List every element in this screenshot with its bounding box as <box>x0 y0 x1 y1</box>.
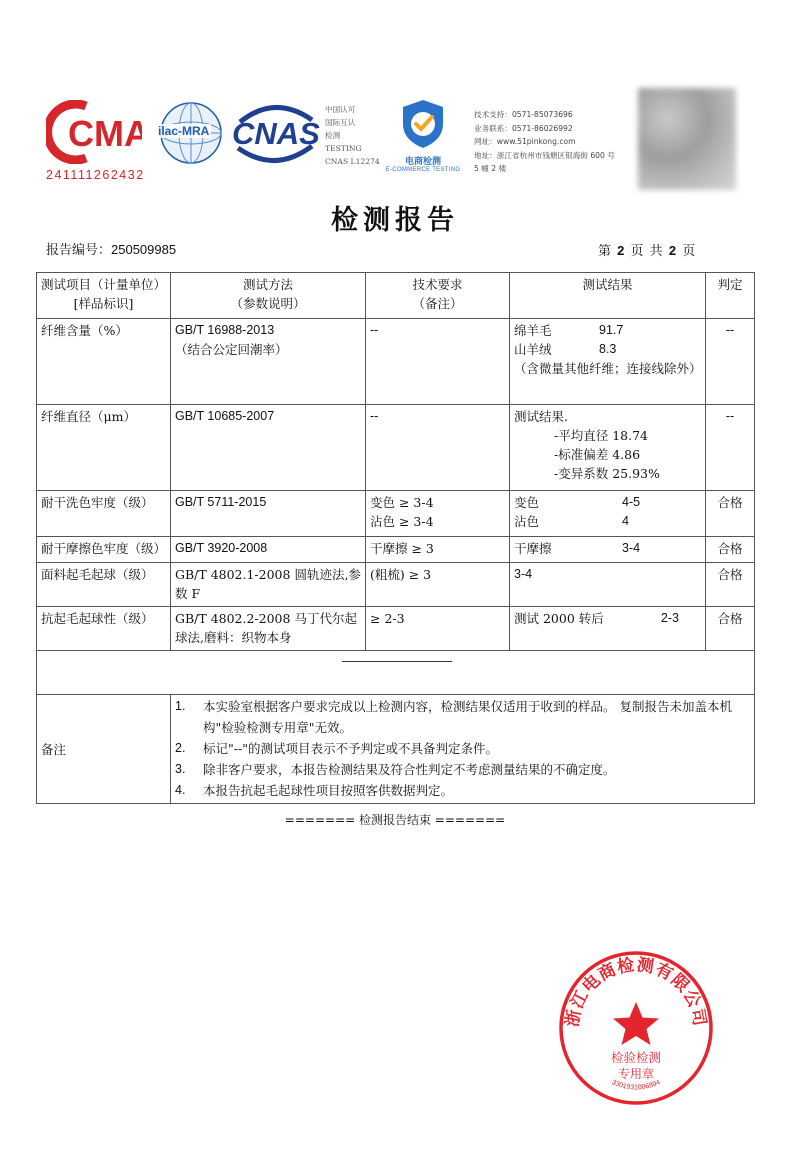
cnas-line: TESTING <box>325 144 362 153</box>
contact-line: 业务联系：0571-86026992 <box>474 123 573 133</box>
report-number-value: 250509985 <box>111 242 177 257</box>
header-item <box>37 273 171 319</box>
qr-code-blurred <box>638 88 736 190</box>
result-pair <box>514 321 701 340</box>
seal-ring-textpath: 浙江电商检测有限公司 <box>562 955 710 1029</box>
remarks-label-text: 备注 <box>41 741 67 757</box>
table-row-empty <box>37 651 755 695</box>
contact-line: 网址：www.51pinkong.com <box>474 137 576 146</box>
remark-number: 3. <box>175 762 186 776</box>
contact-line: 地址：浙江省杭州市钱塘区银海街 600 号 <box>474 150 615 160</box>
ilac-mra-logo <box>158 100 224 166</box>
empty-cell <box>37 651 755 695</box>
table-header-row <box>37 273 755 319</box>
result-key: 绵羊毛 <box>514 323 552 338</box>
contact-line: 技术支持：0571-85073696 <box>474 110 573 119</box>
cnas-line: CNAS L12274 <box>325 157 380 166</box>
remarks-row <box>37 695 755 804</box>
cell-judge: -- <box>706 319 755 405</box>
cell-judge: -- <box>706 405 755 491</box>
cell-requirement: -- <box>366 405 510 491</box>
header-requirement-line: 技术要求 <box>412 277 463 292</box>
remarks-label <box>37 695 171 804</box>
cell-item: 抗起毛起球性（级） <box>37 607 171 651</box>
remark-number: 2. <box>175 741 186 755</box>
cma-logo <box>46 100 145 182</box>
cell-result: 3-4 <box>510 563 706 607</box>
header-item-line: 测试项目（计量单位） <box>41 277 167 292</box>
cell-judge: 合格 <box>706 607 755 651</box>
table-row <box>37 491 755 537</box>
cell-requirement: -- <box>366 319 510 405</box>
remark-text: 标记"--"的测试项目表示不予判定或不具备判定条件。 <box>203 741 498 756</box>
cell-result <box>510 491 706 537</box>
result-pair <box>514 340 701 359</box>
result-pair <box>514 539 701 558</box>
cnas-line: 国际互认 <box>325 118 356 127</box>
result-pair <box>514 493 701 512</box>
table-row <box>37 319 755 405</box>
header-requirement <box>366 273 510 319</box>
seal-center-bottom: 专用章 <box>617 1067 655 1081</box>
result-value: 2-3 <box>660 611 679 625</box>
cell-item: 纤维含量（%） <box>37 319 171 405</box>
result-condition: 测试 2000 转后 <box>514 611 604 626</box>
page-middle: 页 共 <box>630 244 663 259</box>
remark-item <box>175 696 750 738</box>
table-row <box>37 563 755 607</box>
table-row <box>37 405 755 491</box>
shield-check-icon <box>399 98 447 150</box>
seal-number-textpath: 3301931006894 <box>610 1079 662 1092</box>
result-key: 沾色 <box>514 514 540 529</box>
remarks-content <box>171 695 755 804</box>
header-method-line: 测试方法 <box>242 277 293 292</box>
ec-logo-title: 电商检测 <box>404 157 441 167</box>
page-indicator <box>598 240 695 259</box>
cnas-line: 中国认可 <box>325 105 356 114</box>
page-prefix: 第 <box>598 244 612 259</box>
cnas-text: CNAS <box>232 116 320 151</box>
remark-item <box>175 738 750 759</box>
ec-logo-subtitle: E-COMMERCE TESTING <box>385 167 461 173</box>
cell-requirement: ≥ 2-3 <box>366 607 510 651</box>
result-value: 8.3 <box>599 342 617 356</box>
header-method-line: （参数说明） <box>230 296 306 311</box>
result-note: （含微量其他纤维；连接线除外） <box>514 361 702 376</box>
cell-result <box>510 607 706 651</box>
result-line: -变异系数 25.93% <box>554 466 660 481</box>
cell-item: 面料起毛起球（级） <box>37 563 171 607</box>
contact-line: 5 幢 2 楼 <box>474 164 507 173</box>
ilac-text: ilac-MRA <box>158 124 210 138</box>
result-key: 山羊绒 <box>514 342 552 357</box>
header-result-text: 测试结果 <box>582 277 633 292</box>
cell-judge: 合格 <box>706 491 755 537</box>
result-key: 变色 <box>514 495 540 510</box>
cell-result <box>510 319 706 405</box>
table-row <box>37 607 755 651</box>
cell-requirement <box>366 491 510 537</box>
result-line: -标准偏差 4.86 <box>554 447 641 462</box>
cnas-info <box>325 103 380 168</box>
seal-center-top: 检验检测 <box>610 1050 662 1065</box>
result-value: 4 <box>622 514 629 528</box>
cell-result <box>510 405 706 491</box>
cma-letters: CMA <box>68 113 142 154</box>
remark-item <box>175 759 750 780</box>
remark-text: 除非客户要求，本报告检测结果及符合性判定不考虑测量结果的不确定度。 <box>203 762 616 777</box>
header-item-line: [样品标识] <box>73 296 134 311</box>
method-standard: GB/T 16988-2013 <box>175 323 275 337</box>
method-note: （结合公定回潮率） <box>175 342 288 357</box>
header-requirement-line: （备注） <box>412 296 463 311</box>
cell-method: GB/T 4802.1-2008 圆轨迹法,参数 F <box>171 563 366 607</box>
remark-number: 4. <box>175 783 186 797</box>
ecommerce-testing-logo <box>385 98 461 176</box>
seal-star-icon <box>613 1002 659 1045</box>
header-method <box>171 273 366 319</box>
cell-method <box>171 319 366 405</box>
cell-method: GB/T 10685-2007 <box>171 405 366 491</box>
report-number-label: 报告编号： <box>46 243 112 258</box>
report-number <box>46 239 176 258</box>
header-result <box>510 273 706 319</box>
result-value: 91.7 <box>599 323 624 337</box>
remark-text: 本报告抗起毛起球性项目按照客供数据判定。 <box>203 783 454 798</box>
cnas-line: 检测 <box>325 131 341 140</box>
contact-info <box>474 108 615 176</box>
report-table <box>36 272 755 804</box>
table-row <box>37 537 755 563</box>
result-heading: 测试结果. <box>514 409 568 424</box>
cell-requirement: (粗梳) ≥ 3 <box>366 563 510 607</box>
cell-requirement: 干摩擦 ≥ 3 <box>366 537 510 563</box>
result-pair <box>514 512 701 531</box>
requirement-line: 沾色 ≥ 3-4 <box>370 514 434 529</box>
header-judge-text: 判定 <box>717 277 743 292</box>
report-title: 检测报告 <box>331 205 459 236</box>
result-line: -平均直径 18.74 <box>554 428 648 443</box>
cell-method: GB/T 3920-2008 <box>171 537 366 563</box>
cell-item: 耐干洗色牢度（级） <box>37 491 171 537</box>
remark-number: 1. <box>175 699 186 713</box>
page-current: 2 <box>617 243 625 258</box>
result-value: 4-5 <box>622 495 641 509</box>
cell-judge: 合格 <box>706 537 755 563</box>
result-value: 3-4 <box>622 541 641 555</box>
cell-judge: 合格 <box>706 563 755 607</box>
page-total: 2 <box>668 243 677 258</box>
header-judge <box>706 273 755 319</box>
remark-item <box>175 780 750 801</box>
official-seal <box>558 950 714 1106</box>
cell-item: 耐干摩擦色牢度（级） <box>37 537 171 563</box>
result-key: 干摩擦 <box>514 541 552 556</box>
remark-text: 本实验室根据客户要求完成以上检测内容，检测结果仅适用于收到的样品。 复制报告未加盖本机构"检验检测专用章"无效。 <box>203 699 732 735</box>
cell-method: GB/T 4802.2-2008 马丁代尔起球法,磨料：织物本身 <box>171 607 366 651</box>
cma-mark-icon <box>46 100 142 164</box>
cell-result <box>510 537 706 563</box>
cell-method: GB/T 5711-2015 <box>171 491 366 537</box>
requirement-line: 变色 ≥ 3-4 <box>370 495 434 510</box>
page-suffix: 页 <box>682 244 696 259</box>
cma-number: 241111262432 <box>46 168 145 182</box>
cnas-logo <box>230 102 320 166</box>
report-end-marker: ======= 检测报告结束 ======= <box>284 813 506 827</box>
cell-item: 纤维直径（μm） <box>37 405 171 491</box>
divider-line <box>342 661 452 662</box>
